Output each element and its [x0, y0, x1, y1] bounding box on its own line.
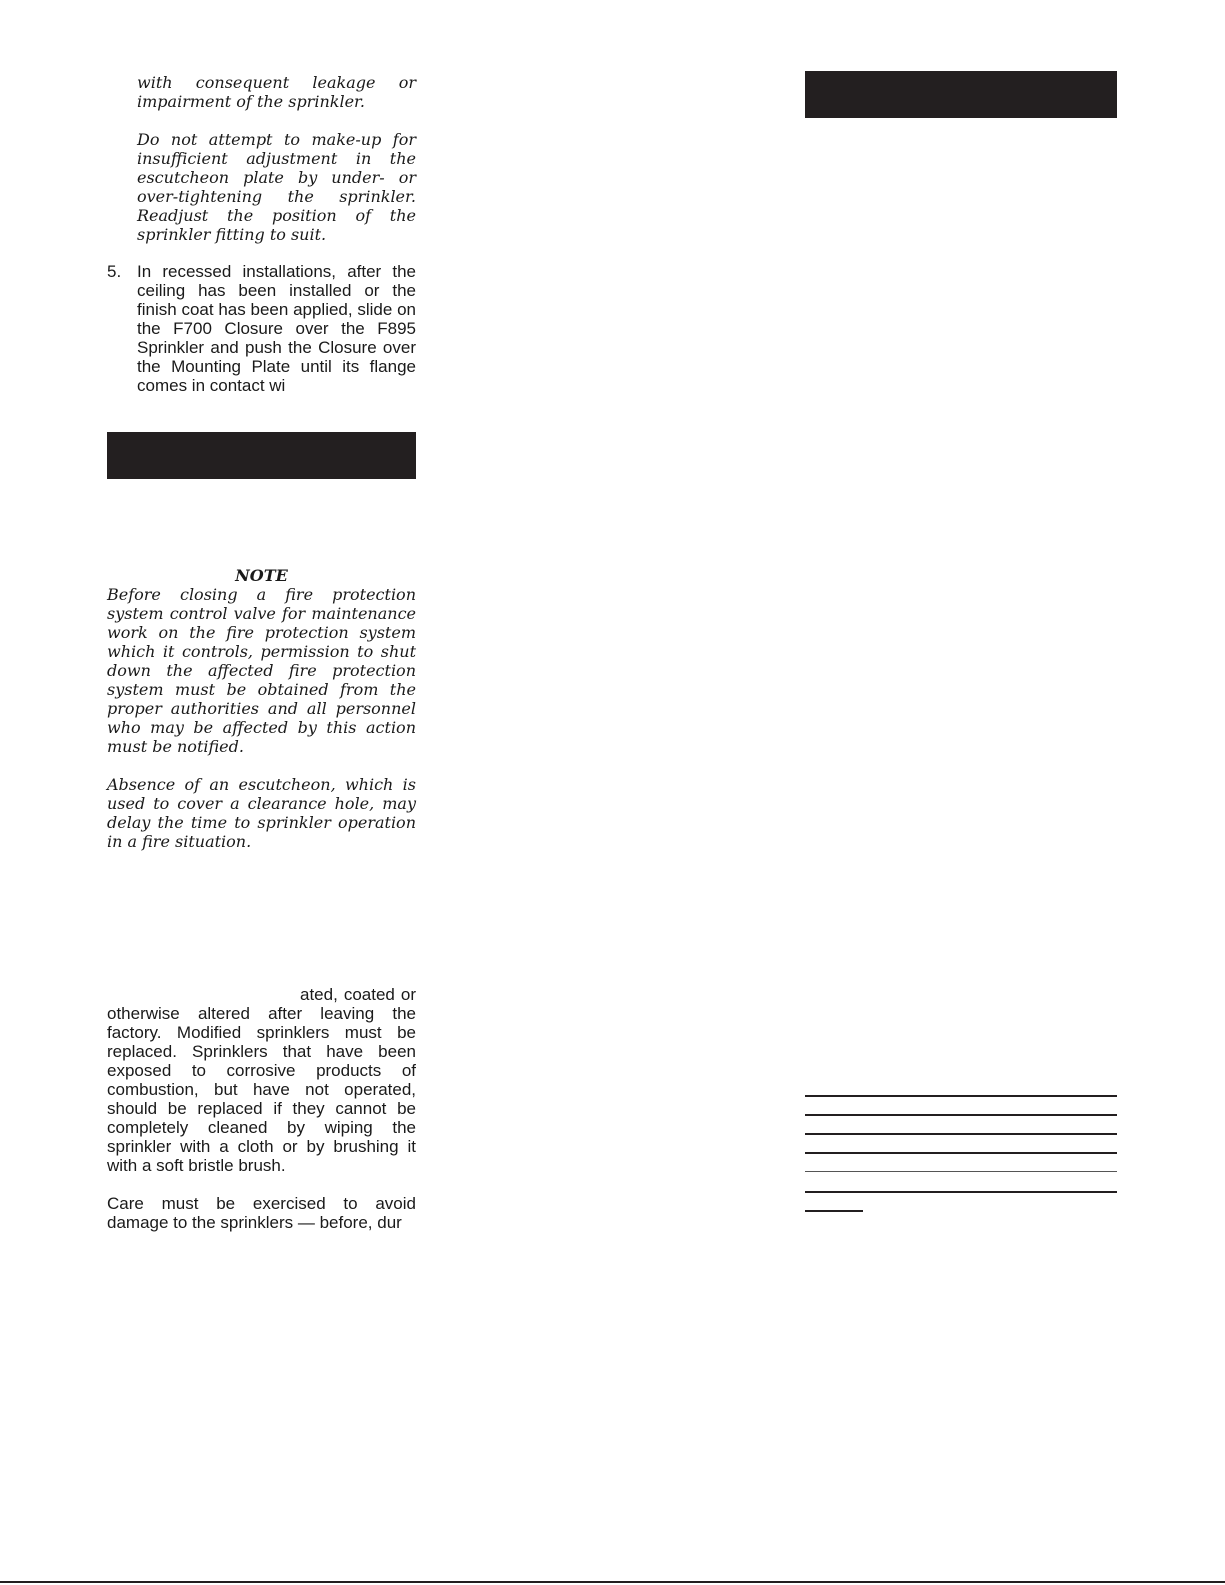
form-line: [805, 1171, 1117, 1172]
note-paragraph-2: Absence of an escutcheon, which is used to cover a clearance hole, may delay the time to sprinkler operation in a fire situation.: [107, 775, 416, 851]
step-5: [107, 262, 416, 395]
note-paragraph-1: Before closing a fire protection system control valve for maintenance work on the fire protection system which it controls, permission to shut down the affected fire protection system must be obtained from the proper authorities and all personnel who may be affected by this action must be notified.: [107, 585, 416, 756]
page-bottom-rule: [0, 1581, 1225, 1583]
form-line: [805, 1095, 1117, 1097]
note-block: [107, 566, 416, 851]
care-paragraph-1: ated, coated or otherwise altered after leaving the factory. Modified sprinklers must be replaced. Sprinklers that have been exposed to corrosive products of combustion, but have not operated, should be replaced if they cannot be completely cleaned by wiping the sprinkler with a cloth or by brushing it with a soft bristle brush.: [107, 985, 416, 1175]
warning-paragraph-2: Do not attempt to make-up for insufficient adjustment in the escutcheon plate by under- or over-tightening the sprinkler. Readjust the position of the sprinkler fitting to suit.: [137, 130, 416, 244]
section-heading-bar: [107, 432, 416, 479]
step-text: In recessed installations, after the ceiling has been installed or the finish coat has been applied, slide on the F700 Closure over the F895 Sprinkler and push the Closure over the Mounting Plate until its flange comes in contact wi: [137, 262, 416, 395]
form-line: [805, 1133, 1117, 1135]
note-heading: NOTE: [235, 566, 288, 585]
step-number: 5.: [107, 262, 122, 281]
form-line-short: [805, 1210, 863, 1212]
form-line: [805, 1114, 1117, 1116]
form-line: [805, 1191, 1117, 1193]
form-line: [805, 1152, 1117, 1154]
right-section-heading-bar: [805, 71, 1117, 118]
care-block: [107, 985, 416, 1232]
care-paragraph-2: Care must be exercised to avoid damage to the sprinklers — before, dur: [107, 1194, 416, 1232]
warning-paragraph-1: with consequent leakage or impairment of the sprinkler.: [137, 73, 416, 111]
warning-continued: [137, 73, 416, 244]
